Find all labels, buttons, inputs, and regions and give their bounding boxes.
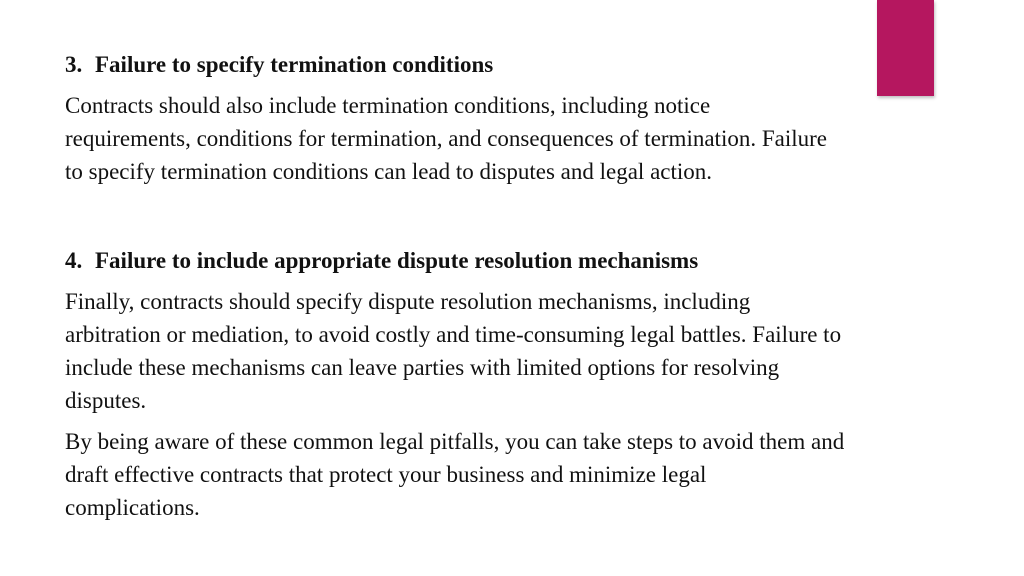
slide-content bbox=[65, 48, 1000, 524]
section-4-title: Failure to include appropriate dispute resolution mechanisms bbox=[95, 248, 699, 273]
paragraph-line: arbitration or mediation, to avoid costly and time-consuming legal battles. Failure to bbox=[65, 322, 842, 347]
section-4-heading bbox=[65, 244, 1000, 277]
section-3-paragraph bbox=[65, 89, 1000, 188]
paragraph-line: complications. bbox=[65, 495, 200, 520]
paragraph-line: include these mechanisms can leave parties with limited options for resolving bbox=[65, 355, 780, 380]
paragraph-line: draft effective contracts that protect your business and minimize legal bbox=[65, 462, 707, 487]
closing-paragraph bbox=[65, 425, 1000, 524]
section-3-title: Failure to specify termination conditions bbox=[95, 52, 494, 77]
paragraph-line: Contracts should also include termination conditions, including notice bbox=[65, 93, 711, 118]
paragraph-line: to specify termination conditions can lead to disputes and legal action. bbox=[65, 159, 713, 184]
paragraph-line: Finally, contracts should specify dispute resolution mechanisms, including bbox=[65, 289, 751, 314]
section-3-number: 3. bbox=[65, 52, 83, 77]
section-3-heading bbox=[65, 48, 1000, 81]
section-4-number: 4. bbox=[65, 248, 83, 273]
section-4-paragraph bbox=[65, 285, 1000, 417]
paragraph-line: By being aware of these common legal pitfalls, you can take steps to avoid them and bbox=[65, 429, 845, 454]
paragraph-line: disputes. bbox=[65, 388, 147, 413]
paragraph-line: requirements, conditions for termination, and consequences of termination. Failure bbox=[65, 126, 827, 151]
